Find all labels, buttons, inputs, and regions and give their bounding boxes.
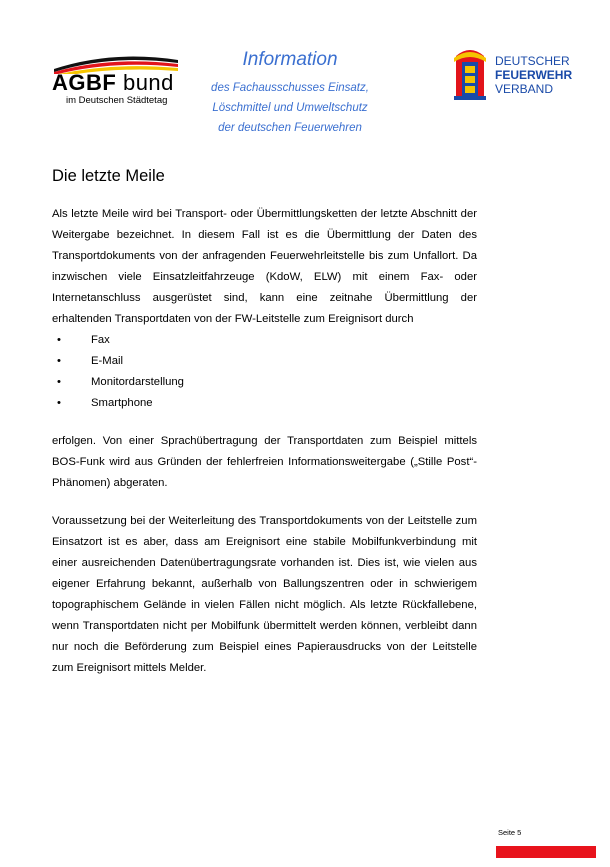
document-body (52, 204, 477, 679)
section-heading: Die letzte Meile (52, 167, 165, 185)
header-subtitle-line-3: der deutschen Feuerwehren (218, 122, 362, 134)
dfv-name (495, 54, 572, 96)
dfv-line-1: DEUTSCHER (495, 54, 570, 68)
header-subtitle-line-2: Löschmittel und Umweltschutz (212, 102, 368, 114)
paragraph-2: erfolgen. Von einer Sprachübertragung der Transportdaten zum Beispiel mittels BOS-Funk wird aus Gründen der fehlerfreien Informationsweitergabe („Stille Post“-Phänomen) abgeraten. (52, 435, 477, 489)
dfv-logo (450, 46, 590, 102)
header-title: Information (242, 49, 338, 70)
bullet-item-email: • E-Mail (52, 351, 477, 372)
dfv-line-3: VERBAND (495, 82, 554, 96)
page-number: Seite 5 (498, 828, 522, 837)
agbf-logo (52, 52, 180, 110)
footer-red-bar (496, 846, 596, 858)
bullet-item-monitor: • Monitordarstellung (52, 372, 477, 393)
paragraph-3: Voraussetzung bei der Weiterleitung des Transportdokuments von der Leitstelle zum Einsatzort ist es aber, dass am Ereignisort eine stabile Mobilfunkverbindung mit einer ausreichenden Datenübertragungsrate vorhanden ist. Dies ist, wie vielen aus eigener Erfahrung bekannt, außerhalb von Ballungszentren oder in schwierigem topographischem Gelände in vielen Fällen nicht möglich. Als letzte Rückfallebene, wenn Transportdaten nicht per Mobilfunk übermittelt werden können, verbleibt dann nur noch die Beförderung zum Beispiel eines Papierausdrucks von der Leitstelle zum Ereignisort mittels Melder. (52, 515, 477, 674)
bullet-item-smartphone: • Smartphone (52, 393, 477, 414)
header-info-block (185, 48, 395, 138)
agbf-name (52, 70, 174, 96)
bullet-list (52, 330, 477, 414)
bullet-item-fax: • Fax (52, 330, 477, 351)
dfv-line-2: FEUERWEHR (495, 68, 573, 82)
agbf-name-light: bund (122, 70, 174, 95)
agbf-name-bold: AGBF (52, 70, 117, 95)
fire-helmet-shield-icon (450, 46, 490, 102)
paragraph-1: Als letzte Meile wird bei Transport- oder Übermittlungsketten der letzte Abschnitt der Weitergabe bezeichnet. In diesem Fall ist es die Übermittlung der Daten des Transportdokuments von der anfragenden Feuerwehrleitstelle bis zum Unfallort. Da inzwischen viele Einsatzleitfahrzeuge (KdoW, ELW) mit einem Fax- oder Internetanschluss ausgerüstet sind, kann eine zeitnahe Übermittlung der erhaltenden Transportdaten von der FW-Leitstelle zum Ereignisort durch (52, 208, 477, 325)
agbf-subtitle: im Deutschen Städtetag (66, 95, 168, 106)
header-subtitle-line-1: des Fachausschusses Einsatz, (211, 82, 369, 94)
